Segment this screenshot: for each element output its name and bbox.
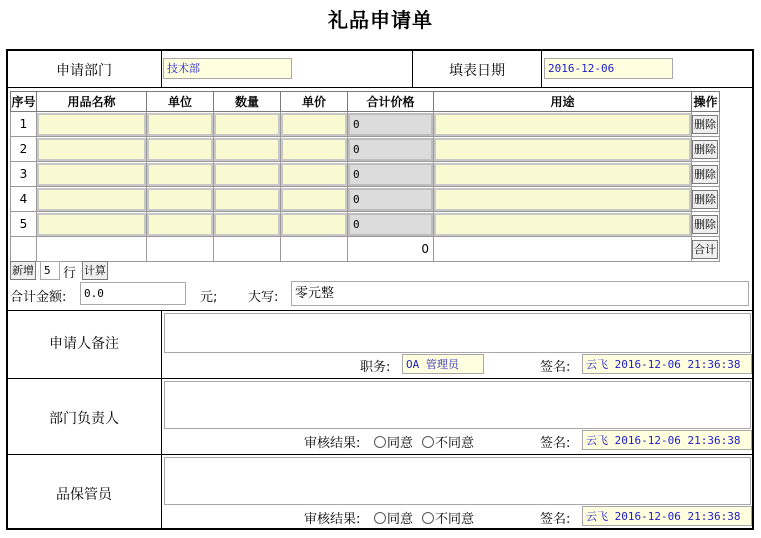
keeper-sign-field[interactable]: 云飞 2016-12-06 21:36:38 bbox=[582, 506, 752, 526]
col-total-header: 合计价格 bbox=[348, 92, 434, 112]
item-purpose-input[interactable] bbox=[434, 113, 691, 136]
sum-value: 0 bbox=[348, 237, 434, 262]
col-action-header: 操作 bbox=[692, 92, 720, 112]
item-total-field: 0 bbox=[348, 213, 433, 236]
radio-icon[interactable] bbox=[422, 512, 434, 524]
dept-head-result-label: 审核结果: bbox=[304, 436, 361, 451]
item-price-input[interactable] bbox=[281, 138, 347, 161]
keeper-agree-option[interactable] bbox=[374, 508, 413, 527]
dept-head-agree-option[interactable] bbox=[374, 432, 413, 451]
form-frame bbox=[6, 49, 754, 530]
keeper-remark-textarea[interactable] bbox=[164, 457, 751, 505]
item-price-input[interactable] bbox=[281, 213, 347, 236]
add-count-input[interactable]: 5 bbox=[40, 261, 60, 280]
delete-row-button[interactable]: 删除 bbox=[692, 115, 718, 134]
dept-head-sign-field[interactable]: 云飞 2016-12-06 21:36:38 bbox=[582, 430, 752, 450]
item-purpose-input[interactable] bbox=[434, 163, 691, 186]
item-qty-input[interactable] bbox=[214, 163, 280, 186]
item-qty-input[interactable] bbox=[214, 113, 280, 136]
table-row bbox=[11, 162, 720, 187]
item-price-input[interactable] bbox=[281, 163, 347, 186]
item-total-field: 0 bbox=[348, 113, 433, 136]
upper-label: 大写: bbox=[248, 290, 279, 305]
total-amount-field[interactable]: 0.0 bbox=[80, 282, 186, 305]
sum-button[interactable]: 合计 bbox=[692, 240, 718, 259]
item-purpose-input[interactable] bbox=[434, 138, 691, 161]
delete-row-button[interactable]: 删除 bbox=[692, 190, 718, 209]
dept-head-remark-textarea[interactable] bbox=[164, 381, 751, 429]
dept-label: 申请部门 bbox=[56, 63, 112, 79]
applicant-sign-label: 签名: bbox=[540, 360, 571, 375]
delete-row-button[interactable]: 删除 bbox=[692, 165, 718, 184]
radio-icon[interactable] bbox=[374, 436, 386, 448]
applicant-remark-textarea[interactable] bbox=[164, 313, 751, 353]
keeper-sign-label: 签名: bbox=[540, 512, 571, 527]
date-field[interactable]: 2016-12-06 bbox=[544, 58, 673, 79]
col-purpose-header: 用途 bbox=[434, 92, 692, 112]
item-price-input[interactable] bbox=[281, 188, 347, 211]
table-row bbox=[11, 137, 720, 162]
items-table bbox=[10, 91, 720, 262]
agree-label: 同意 bbox=[387, 436, 414, 451]
item-qty-input[interactable] bbox=[214, 138, 280, 161]
keeper-disagree-option[interactable] bbox=[422, 508, 474, 527]
item-name-input[interactable] bbox=[37, 188, 146, 211]
applicant-sign-field[interactable]: 云飞 2016-12-06 21:36:38 bbox=[582, 354, 752, 374]
add-row-button[interactable]: 新增 bbox=[10, 261, 36, 280]
item-name-input[interactable] bbox=[37, 213, 146, 236]
item-total-field: 0 bbox=[348, 188, 433, 211]
item-name-input[interactable] bbox=[37, 138, 146, 161]
item-qty-input[interactable] bbox=[214, 188, 280, 211]
item-purpose-input[interactable] bbox=[434, 213, 691, 236]
item-unit-input[interactable] bbox=[147, 113, 213, 136]
radio-icon[interactable] bbox=[422, 436, 434, 448]
row-unit-label: 行 bbox=[63, 266, 77, 281]
table-sum-row bbox=[11, 237, 720, 262]
agree-label: 同意 bbox=[387, 512, 414, 527]
item-purpose-input[interactable] bbox=[434, 188, 691, 211]
table-row bbox=[11, 212, 720, 237]
col-qty-header: 数量 bbox=[214, 92, 281, 112]
item-name-input[interactable] bbox=[37, 163, 146, 186]
keeper-result-label: 审核结果: bbox=[304, 512, 361, 527]
row-index: 2 bbox=[11, 137, 37, 162]
row-index: 1 bbox=[11, 112, 37, 137]
radio-icon[interactable] bbox=[374, 512, 386, 524]
item-price-input[interactable] bbox=[281, 113, 347, 136]
table-header-row bbox=[11, 92, 720, 112]
item-unit-input[interactable] bbox=[147, 138, 213, 161]
dept-head-disagree-option[interactable] bbox=[422, 432, 474, 451]
col-index-header: 序号 bbox=[11, 92, 37, 112]
item-total-field: 0 bbox=[348, 138, 433, 161]
page-title: 礼品申请单 bbox=[328, 8, 433, 32]
item-name-input[interactable] bbox=[37, 113, 146, 136]
yuan-label: 元; bbox=[200, 290, 218, 305]
item-qty-input[interactable] bbox=[214, 213, 280, 236]
delete-row-button[interactable]: 删除 bbox=[692, 215, 718, 234]
dept-head-section-label: 部门负责人 bbox=[49, 411, 119, 427]
upper-amount-field[interactable]: 零元整 bbox=[291, 281, 749, 306]
col-name-header: 用品名称 bbox=[37, 92, 147, 112]
disagree-label: 不同意 bbox=[435, 436, 475, 451]
item-unit-input[interactable] bbox=[147, 188, 213, 211]
applicant-section-label: 申请人备注 bbox=[49, 336, 119, 352]
date-label: 填表日期 bbox=[449, 63, 505, 79]
dept-field[interactable]: 技术部 bbox=[163, 58, 292, 79]
row-index: 3 bbox=[11, 162, 37, 187]
role-label: 职务: bbox=[360, 360, 391, 375]
col-unit-header: 单位 bbox=[147, 92, 214, 112]
row-index: 5 bbox=[11, 212, 37, 237]
item-unit-input[interactable] bbox=[147, 163, 213, 186]
row-index: 4 bbox=[11, 187, 37, 212]
table-row bbox=[11, 187, 720, 212]
table-row bbox=[11, 112, 720, 137]
col-price-header: 单价 bbox=[281, 92, 348, 112]
item-unit-input[interactable] bbox=[147, 213, 213, 236]
keeper-section-label: 品保管员 bbox=[56, 487, 112, 503]
disagree-label: 不同意 bbox=[435, 512, 475, 527]
role-field[interactable]: OA 管理员 bbox=[402, 354, 484, 374]
delete-row-button[interactable]: 删除 bbox=[692, 140, 718, 159]
calc-button[interactable]: 计算 bbox=[82, 261, 108, 280]
total-label: 合计金额: bbox=[10, 290, 67, 305]
dept-head-sign-label: 签名: bbox=[540, 436, 571, 451]
item-total-field: 0 bbox=[348, 163, 433, 186]
